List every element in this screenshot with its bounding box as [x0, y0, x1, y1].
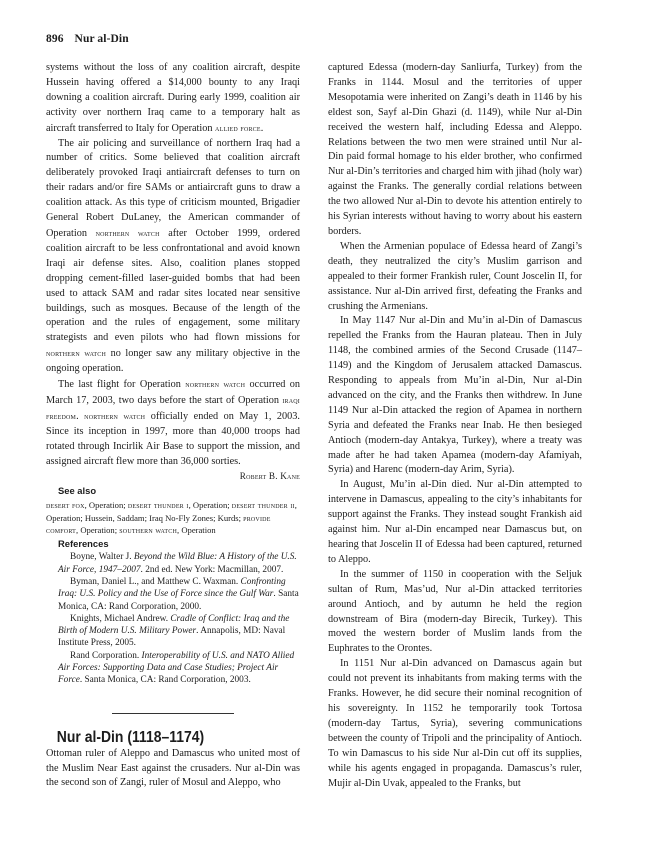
left-column	[46, 61, 300, 791]
reference-title: Interoperability of U.S. and NATO Allied Air Forces: Supporting Data and Case Studies; Project Air Force	[58, 650, 295, 686]
text: systems without the loss of any coalition aircraft, despite Hussein having offered a $14,000 bounty to any Iraqi downing a coalition aircraft. During early 1999, coalition air activity over northern Iraq came to a temporary halt as aircraft transferred to Italy for Operation	[46, 62, 300, 134]
text: Knights, Michael Andrew.	[70, 613, 171, 624]
paragraph	[46, 61, 300, 137]
text: , Operation;	[84, 500, 128, 511]
text: officially ended on May 1, 2003. Since its inception in 1997, more than 40,000 troops had rotated through Incirlik Air Base to support the mission, and assigned aircraft flew more than 36,000 sorties.	[46, 410, 300, 467]
reference-item	[46, 613, 300, 650]
section-divider	[112, 713, 234, 714]
paragraph: captured Edessa (modern-day Sanliurfa, Turkey) from the Franks in 1144. Mosul and the territories of upper Mesopotamia were inherited on Zangi’s death in 1146 by his eldest son, Sayf al-Din Ghazi (d. 1149), while Nur al-Din received the western half, including Edessa and Aleppo. Relations between the two men were strained until Nur al-Din paid formal homage to his elder brother, who confirmed Nur al-Din’s territories and charged him with jihad (holy war) against the Franks. The generally cordial relations between the two allowed Nur al-Din to devote his attention entirely to his Syrian interests without having to worry about his eastern borders.	[328, 62, 582, 237]
text: , Operation	[177, 525, 216, 536]
running-head	[46, 33, 129, 45]
reference-item	[46, 650, 300, 687]
see-also-link[interactable]: desert thunder ii	[231, 500, 295, 511]
see-also-heading: See also	[58, 485, 97, 497]
paragraph: In August, Mu’in al-Din died. Nur al-Din attempted to intervene in Damascus, appealing to the city’s inhabitants for support against the Franks. They instead sought Frankish aid against him. Nur al-Din encamped near Damascus but, on hearing that Joscelin II of Edessa had been captured, returned to Aleppo.	[328, 479, 582, 565]
text: no longer saw any military objective in the ongoing operation.	[46, 348, 300, 375]
reference-item	[46, 551, 300, 576]
paragraph: In 1151 Nur al-Din advanced on Damascus again but could not prevent its inhabitants from making terms with the Franks. However, he did secure their nominal recognition of his sovereignty. In 1152 he temporarily took Tortosa (modern-day Tartus, Syria), severing communications between the county of Tripoli and the principality of Antioch. To win Damascus to his side Nur al-Din cut off its supplies, while his agents engaged in propaganda. Damascus’s ruler, Mujir al-Din Uvak, appealed to the Franks, but	[328, 658, 582, 789]
text: . Annapolis, MD: Naval Institute Press, 2005.	[58, 626, 286, 649]
text: Boyne, Walter J.	[70, 552, 134, 563]
text: The air policing and surveillance of northern Iraq had a number of critics. Some believed that coalition aircraft deliberately provoked Iraqi antiaircraft defenses to turn on their radars and/or fire SAMs or antiaircraft guns to draw a coalition attack. As this type of criticism mounted, Brigadier General Robert DuLaney, the American commander of Operation	[46, 137, 300, 239]
operation-name: allied force	[215, 122, 261, 133]
reference-item	[46, 576, 300, 613]
see-also-link[interactable]: desert fox	[46, 500, 85, 511]
text: Rand Corporation.	[70, 650, 142, 661]
reference-title: Confronting Iraq: U.S. Policy and the Use of Force since the Gulf War	[58, 577, 286, 600]
text: .	[76, 410, 79, 422]
operation-name: northern watch	[95, 227, 160, 238]
paragraph: In May 1147 Nur al-Din and Mu’in al-Din of Damascus repelled the Franks from the Hauran plateau. Then in July 1148, the combined armies of the Second Crusade (1147–1149) and the Kingdom of Jerusalem attacked Damascus. Responding to appeals from Mu’in al-Din, Nur al-Din advanced on the city, and the Franks then withdrew. In June 1149 Nur al-Din attacked the region of Apamea in northern Syria and defeated the Franks near Inab. He then besieged Antioch (modern-day Antakya, Turkey), where a treaty was made after he had taken Apamea (modern-day Afamiyah, Syria) and Harenc (modern-day Arim, Syria).	[328, 315, 582, 476]
paragraph: In the summer of 1150 in cooperation with the Seljuk sultan of Rum, Mas’ud, Nur al-Din attacked territories around Antioch, and by autumn he held the region downstream of Bira (modern-day Birecik, Turkey). This moved the western border of Muslim lands from the Euphrates to the Orontes.	[328, 568, 582, 655]
text: , Operation; Hussein, Saddam; Iraq No-Fly Zones; Kurds;	[46, 500, 297, 523]
text: .	[260, 122, 264, 134]
text: . Santa Monica, CA: Rand Corporation, 2003.	[79, 675, 251, 686]
text: , Operation;	[76, 525, 120, 536]
see-also-link[interactable]: southern watch	[119, 525, 178, 536]
paragraph: Ottoman ruler of Aleppo and Damascus who united most of the Muslim Near East against the crusaders. Nur al-Din was the second son of Zangi, ruler of Mosul and Aleppo, who	[46, 747, 300, 789]
text: occurred on March 17, 2003, two days before the start of Operation	[46, 379, 300, 406]
paragraph: When the Armenian populace of Edessa heard of Zangi’s death, they neutralized the city’s Muslim garrison and appealed to their former Frankish ruler, Count Joscelin II, for assistance. Nur al-Din arrived first, defeating the Franks and crushing the Armenians.	[328, 240, 582, 312]
see-also-list	[46, 499, 300, 536]
operation-name: northern watch	[46, 348, 107, 359]
see-also-link[interactable]: provide comfort	[46, 512, 271, 536]
text: , Operation;	[188, 500, 232, 511]
see-also-link[interactable]: desert thunder i	[127, 500, 189, 511]
references-heading: References	[58, 537, 109, 549]
page-number: 896	[46, 33, 64, 45]
text: Byman, Daniel L., and Matthew C. Waxman.	[70, 577, 241, 587]
reference-title: Beyond the Wild Blue: A History of the U.S. Air Force, 1947–2007	[58, 552, 297, 575]
operation-name: northern watch	[84, 410, 146, 421]
reference-title: Cradle of Conflict: Iraq and the Birth of Modern U.S. Military Power	[58, 613, 290, 637]
text: . Santa Monica, CA: Rand Corporation, 2000.	[58, 589, 299, 612]
entry-title: Nur al-Din (1118–1174)	[56, 728, 205, 746]
running-head-title: Nur al-Din	[74, 33, 129, 45]
text: . 2nd ed. New York: Macmillan, 2007.	[140, 564, 284, 575]
operation-name: northern watch	[185, 379, 246, 390]
text: The last flight for Operation	[58, 379, 181, 391]
text: after October 1999, ordered coalition aircraft to be less confrontational and avoid known Iraqi air defense sites. Also, coalition planes stopped dropping cement-filled laser-guided bombs that had been used to attack SAM and radar sites located near sensitive buildings, such as mosques. Because of the length of the operation and the rules of engagement, some military strategists and even pilots who had flown missions for	[46, 227, 301, 344]
operation-name: iraqi freedom	[46, 394, 300, 421]
paragraph	[46, 137, 300, 378]
author-signature: Robert B. Kane	[239, 471, 300, 482]
paragraph	[46, 377, 300, 469]
right-column	[328, 61, 582, 791]
